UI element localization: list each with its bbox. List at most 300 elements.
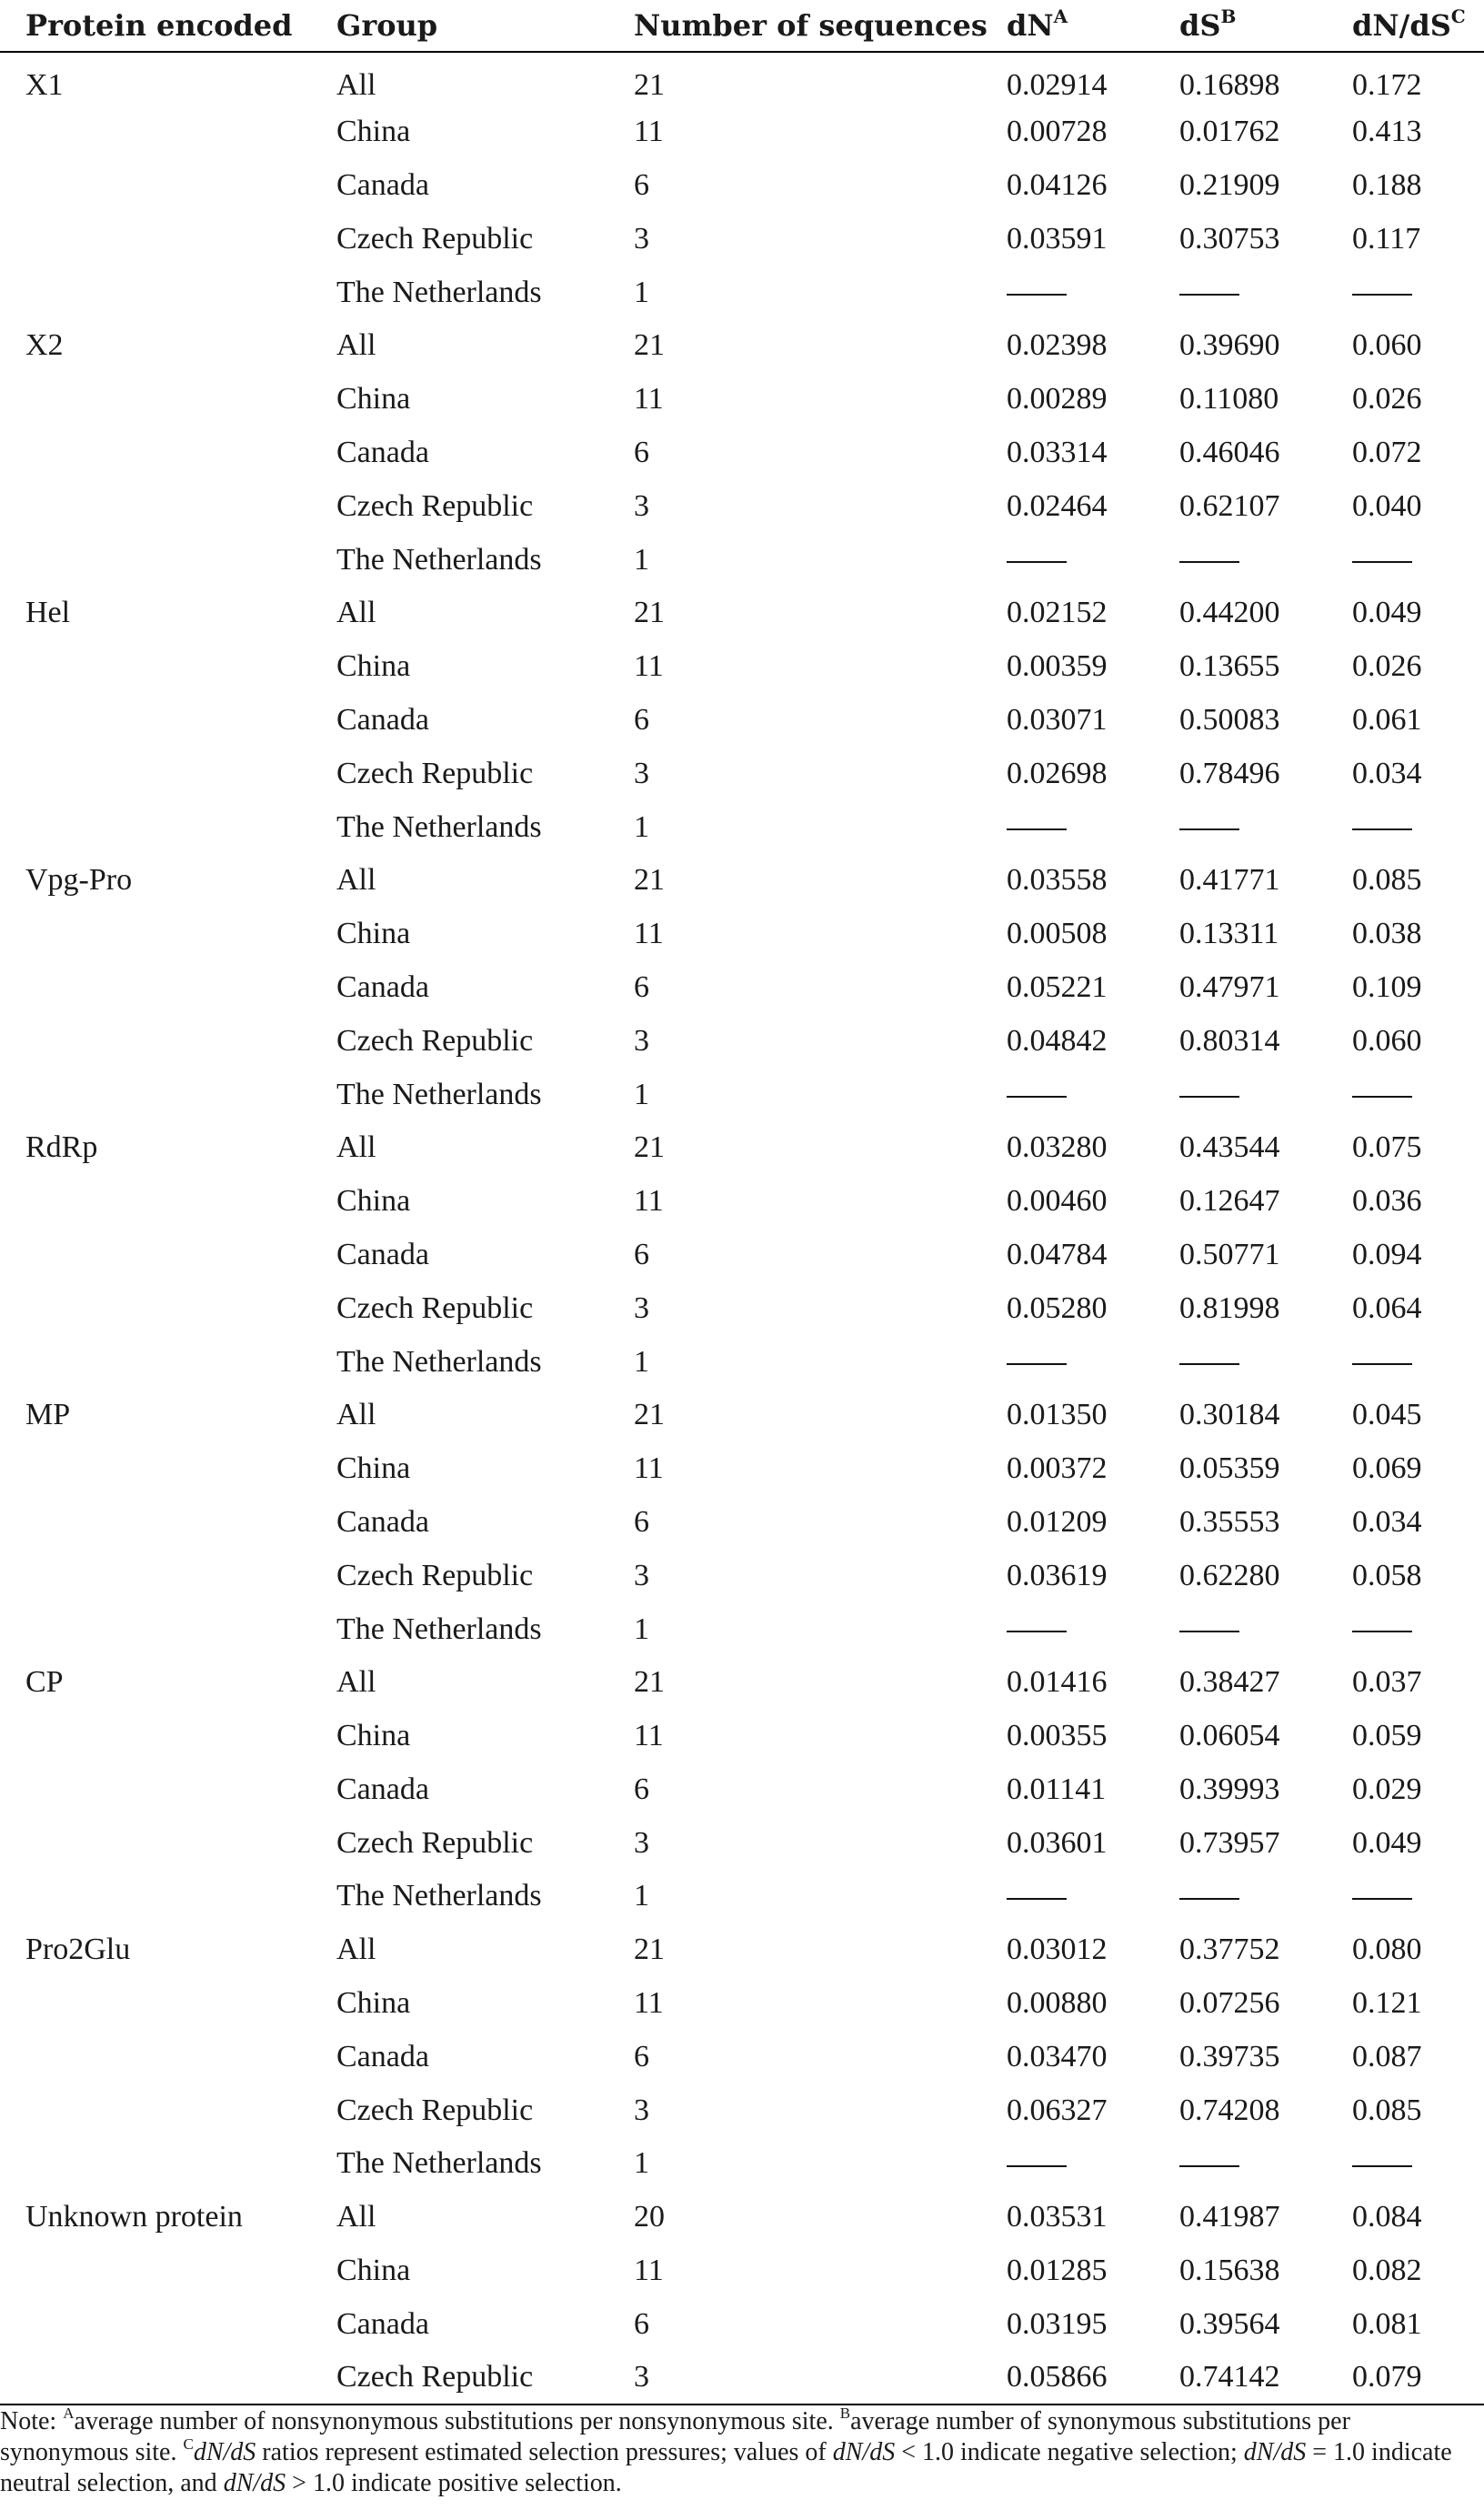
cell-ds: 0.39735 xyxy=(1179,2039,1280,2073)
cell-dn: 0.04784 xyxy=(1007,1237,1108,1271)
cell-ds xyxy=(1154,1335,1327,1389)
cell-protein: X1 xyxy=(25,67,64,102)
table-row xyxy=(0,1923,1484,1977)
cell-ds: 0.78496 xyxy=(1179,756,1280,790)
header-protein: Protein encoded xyxy=(0,0,311,52)
cell-group: China xyxy=(336,1184,411,1219)
table-row xyxy=(0,640,1484,694)
cell-protein xyxy=(0,1175,311,1229)
cell-dn-ds xyxy=(1327,1068,1484,1121)
empty-value-dash xyxy=(1179,1096,1239,1098)
cell-dn: 0.03601 xyxy=(1007,1825,1108,1860)
cell-protein xyxy=(0,1710,311,1763)
cell-num-sequences: 1 xyxy=(634,1611,649,1646)
table-row xyxy=(0,105,1484,159)
cell-group: Canada xyxy=(336,1772,429,1806)
empty-value-dash xyxy=(1007,1631,1067,1632)
table-row xyxy=(0,427,1484,480)
cell-protein xyxy=(0,1442,311,1496)
cell-ds xyxy=(1154,1068,1327,1121)
cell-dn-ds: 0.026 xyxy=(1352,649,1422,684)
cell-protein xyxy=(0,800,311,854)
cell-dn: 0.02398 xyxy=(1007,328,1108,363)
table-row xyxy=(0,266,1484,319)
cell-dn-ds: 0.082 xyxy=(1352,2254,1422,2288)
cell-ds: 0.41771 xyxy=(1179,863,1280,898)
cell-dn: 0.04126 xyxy=(1007,167,1108,202)
table-row xyxy=(0,1870,1484,1923)
cell-dn-ds: 0.060 xyxy=(1352,328,1422,363)
cell-protein xyxy=(0,2137,311,2191)
cell-group: Canada xyxy=(336,1504,429,1539)
cell-ds: 0.50083 xyxy=(1179,702,1280,737)
cell-num-sequences: 3 xyxy=(634,1825,649,1860)
cell-dn-ds: 0.172 xyxy=(1352,67,1422,102)
cell-dn-ds: 0.045 xyxy=(1352,1398,1422,1432)
cell-dn-ds: 0.069 xyxy=(1352,1451,1422,1486)
cell-dn xyxy=(981,266,1154,319)
cell-protein xyxy=(0,2030,311,2083)
cell-num-sequences: 1 xyxy=(634,542,649,577)
cell-num-sequences: 6 xyxy=(634,2306,649,2341)
cell-group: All xyxy=(336,328,376,363)
cell-dn: 0.01285 xyxy=(1007,2254,1108,2288)
cell-protein xyxy=(0,2083,311,2137)
cell-group: Czech Republic xyxy=(336,1558,534,1592)
cell-dn-ds: 0.058 xyxy=(1352,1558,1422,1592)
cell-group: The Netherlands xyxy=(336,809,542,844)
table-row xyxy=(0,1335,1484,1389)
cell-protein xyxy=(0,373,311,427)
cell-num-sequences: 1 xyxy=(634,1077,649,1111)
cell-protein xyxy=(0,961,311,1015)
cell-protein: RdRp xyxy=(25,1130,98,1165)
cell-group: The Netherlands xyxy=(336,1879,542,1913)
cell-group: All xyxy=(336,1398,376,1432)
cell-dn: 0.01416 xyxy=(1007,1665,1108,1700)
cell-ds: 0.43544 xyxy=(1179,1130,1280,1165)
cell-dn: 0.00728 xyxy=(1007,115,1108,149)
cell-protein xyxy=(0,266,311,319)
table-row xyxy=(0,2191,1484,2244)
cell-group: All xyxy=(336,1130,376,1165)
cell-group: China xyxy=(336,1451,411,1486)
cell-protein: Unknown protein xyxy=(25,2200,243,2234)
table-row xyxy=(0,2137,1484,2191)
cell-dn: 0.05221 xyxy=(1007,969,1108,1004)
table-row xyxy=(0,1229,1484,1282)
cell-dn: 0.03619 xyxy=(1007,1558,1108,1592)
table-row xyxy=(0,1014,1484,1068)
table-row xyxy=(0,961,1484,1015)
cell-dn: 0.03071 xyxy=(1007,702,1108,737)
cell-dn: 0.03591 xyxy=(1007,221,1108,256)
cell-ds: 0.12647 xyxy=(1179,1184,1280,1219)
cell-ds: 0.13311 xyxy=(1179,917,1279,951)
table-header-row xyxy=(0,0,1484,52)
cell-dn-ds: 0.117 xyxy=(1352,221,1421,256)
cell-protein xyxy=(0,694,311,748)
cell-ds: 0.30184 xyxy=(1179,1398,1280,1432)
cell-protein: CP xyxy=(25,1665,64,1700)
cell-protein xyxy=(0,1014,311,1068)
header-group: Group xyxy=(311,0,608,52)
cell-protein xyxy=(0,1549,311,1602)
cell-num-sequences: 3 xyxy=(634,2093,649,2127)
cell-num-sequences: 3 xyxy=(634,488,649,523)
cell-dn-ds: 0.060 xyxy=(1352,1023,1422,1058)
cell-num-sequences: 6 xyxy=(634,1237,649,1271)
cell-group: China xyxy=(336,115,411,149)
cell-dn-ds: 0.072 xyxy=(1352,435,1422,469)
cell-num-sequences: 1 xyxy=(634,1344,649,1379)
header-num-sequences: Number of sequences xyxy=(608,0,981,52)
cell-protein xyxy=(0,1229,311,1282)
cell-group: Czech Republic xyxy=(311,2351,608,2405)
cell-num-sequences: 11 xyxy=(634,649,664,684)
cell-dn-ds: 0.121 xyxy=(1352,1986,1422,2021)
cell-num-sequences: 20 xyxy=(634,2200,665,2234)
cell-dn-ds: 0.049 xyxy=(1352,596,1422,630)
cell-group: China xyxy=(336,1719,411,1753)
cell-ds: 0.13655 xyxy=(1179,649,1280,684)
cell-protein xyxy=(0,105,311,159)
cell-ds: 0.35553 xyxy=(1179,1504,1280,1539)
cell-num-sequences: 21 xyxy=(634,67,665,102)
empty-value-dash xyxy=(1352,828,1412,830)
table-row xyxy=(0,319,1484,373)
cell-protein xyxy=(0,2351,311,2405)
empty-value-dash xyxy=(1352,561,1412,563)
cell-ds: 0.81998 xyxy=(1179,1290,1280,1325)
empty-value-dash xyxy=(1179,828,1239,830)
cell-num-sequences: 11 xyxy=(634,1184,664,1219)
cell-ds: 0.37752 xyxy=(1179,1933,1280,1967)
cell-ds: 0.06054 xyxy=(1179,1719,1280,1753)
cell-group: All xyxy=(336,67,376,102)
cell-group: All xyxy=(336,2200,376,2234)
cell-ds: 0.39564 xyxy=(1179,2306,1280,2341)
cell-dn: 0.00460 xyxy=(1007,1184,1108,1219)
table-row xyxy=(0,587,1484,640)
table-row xyxy=(0,908,1484,961)
cell-group: Czech Republic xyxy=(336,1023,534,1058)
cell-protein xyxy=(0,2244,311,2298)
cell-dn-ds: 0.038 xyxy=(1352,917,1422,951)
cell-protein xyxy=(0,1335,311,1389)
empty-value-dash xyxy=(1179,294,1239,296)
cell-dn-ds: 0.059 xyxy=(1352,1719,1422,1753)
table-row xyxy=(0,1816,1484,1870)
cell-group: The Netherlands xyxy=(336,2146,542,2181)
cell-ds: 0.21909 xyxy=(1179,167,1280,202)
cell-dn: 0.00355 xyxy=(1007,1719,1108,1753)
cell-ds: 0.50771 xyxy=(1179,1237,1280,1271)
table-row xyxy=(0,373,1484,427)
header-dn-ds: $dN/dS^C$ xyxy=(1327,0,1484,52)
cell-group: Czech Republic xyxy=(336,2093,534,2127)
cell-protein: Hel xyxy=(25,596,71,630)
cell-dn xyxy=(981,1602,1154,1656)
empty-value-dash xyxy=(1179,561,1239,563)
cell-num-sequences: 21 xyxy=(634,1130,665,1165)
cell-protein xyxy=(0,2297,311,2351)
table-row xyxy=(0,479,1484,533)
cell-protein xyxy=(0,1068,311,1121)
cell-ds: 0.15638 xyxy=(1179,2254,1280,2288)
cell-dn-ds xyxy=(1327,533,1484,587)
table-row xyxy=(0,1496,1484,1550)
cell-group: Czech Republic xyxy=(336,488,534,523)
cell-group: Canada xyxy=(336,2039,429,2073)
cell-dn: 0.03314 xyxy=(1007,435,1108,469)
cell-dn-ds: 0.064 xyxy=(1352,1290,1422,1325)
empty-value-dash xyxy=(1179,1363,1239,1365)
table-row xyxy=(0,1602,1484,1656)
table-row xyxy=(0,1656,1484,1710)
cell-num-sequences: 21 xyxy=(634,596,665,630)
cell-num-sequences: 6 xyxy=(634,969,649,1004)
cell-dn-ds xyxy=(1327,1870,1484,1923)
cell-dn-ds xyxy=(1327,266,1484,319)
cell-ds xyxy=(1154,800,1327,854)
cell-group: Canada xyxy=(336,702,429,737)
cell-ds: 0.74208 xyxy=(1179,2093,1280,2127)
cell-ds: 0.05359 xyxy=(1179,1451,1280,1486)
cell-group: China xyxy=(336,2254,411,2288)
empty-value-dash xyxy=(1352,1631,1412,1632)
cell-ds: 0.44200 xyxy=(1179,596,1280,630)
cell-group: Canada xyxy=(336,167,429,202)
cell-group: Canada xyxy=(336,2306,429,2341)
cell-dn-ds xyxy=(1327,1602,1484,1656)
cell-num-sequences: 11 xyxy=(634,1719,664,1753)
cell-group: All xyxy=(336,1933,376,1967)
empty-value-dash xyxy=(1007,561,1067,563)
header-dn: $dN^A$ xyxy=(981,0,1154,52)
cell-num-sequences: 1 xyxy=(634,275,649,309)
empty-value-dash xyxy=(1007,828,1067,830)
cell-protein xyxy=(0,1816,311,1870)
table-row xyxy=(0,1710,1484,1763)
cell-ds: 0.47971 xyxy=(1179,969,1280,1004)
cell-num-sequences: 11 xyxy=(634,917,664,951)
cell-group: Czech Republic xyxy=(336,221,534,256)
cell-protein xyxy=(0,212,311,266)
cell-num-sequences: 11 xyxy=(634,1986,664,2021)
cell-dn xyxy=(981,533,1154,587)
cell-num-sequences: 6 xyxy=(634,702,649,737)
cell-protein: X2 xyxy=(25,328,64,363)
table-row xyxy=(0,2297,1484,2351)
cell-dn: 0.05280 xyxy=(1007,1290,1108,1325)
table-row xyxy=(0,747,1484,800)
cell-num-sequences: 3 xyxy=(634,221,649,256)
cell-dn: 0.00508 xyxy=(1007,917,1108,951)
cell-num-sequences: 21 xyxy=(634,328,665,363)
cell-group: All xyxy=(336,596,376,630)
cell-dn: 0.03470 xyxy=(1007,2039,1108,2073)
cell-protein xyxy=(0,1977,311,2031)
cell-dn-ds: 0.081 xyxy=(1352,2306,1422,2341)
cell-dn-ds: 0.029 xyxy=(1352,1772,1422,1806)
cell-group: Czech Republic xyxy=(336,1290,534,1325)
cell-num-sequences: 3 xyxy=(634,1558,649,1592)
cell-num-sequences: 3 xyxy=(634,756,649,790)
cell-group: The Netherlands xyxy=(336,1077,542,1111)
cell-dn xyxy=(981,800,1154,854)
cell-dn xyxy=(981,1335,1154,1389)
cell-num-sequences: 21 xyxy=(634,863,665,898)
cell-protein: MP xyxy=(25,1398,71,1432)
cell-group: Canada xyxy=(336,969,429,1004)
cell-protein xyxy=(0,427,311,480)
cell-dn-ds: 0.049 xyxy=(1352,1825,1422,1860)
cell-dn: 0.01209 xyxy=(1007,1504,1108,1539)
cell-dn-ds: 0.413 xyxy=(1352,115,1422,149)
cell-dn xyxy=(981,1068,1154,1121)
cell-protein: Vpg-Pro xyxy=(25,863,133,898)
cell-ds: 0.80314 xyxy=(1179,1023,1280,1058)
table-row xyxy=(0,533,1484,587)
cell-ds xyxy=(1154,1870,1327,1923)
cell-ds: 0.01762 xyxy=(1179,115,1280,149)
cell-num-sequences: 21 xyxy=(634,1398,665,1432)
cell-dn xyxy=(981,1870,1154,1923)
cell-dn xyxy=(981,2137,1154,2191)
cell-protein: Pro2Glu xyxy=(25,1933,131,1967)
cell-dn: 0.05866 xyxy=(981,2351,1154,2405)
cell-protein xyxy=(0,479,311,533)
cell-dn: 0.00359 xyxy=(1007,649,1108,684)
cell-ds: 0.73957 xyxy=(1179,1825,1280,1860)
cell-dn-ds: 0.094 xyxy=(1352,1237,1422,1271)
cell-dn: 0.02698 xyxy=(1007,756,1108,790)
cell-protein xyxy=(0,1602,311,1656)
table-row xyxy=(0,212,1484,266)
cell-ds xyxy=(1154,533,1327,587)
cell-ds: 0.07256 xyxy=(1179,1986,1280,2021)
cell-protein xyxy=(0,533,311,587)
cell-num-sequences: 21 xyxy=(634,1665,665,1700)
cell-dn-ds xyxy=(1327,800,1484,854)
table-row xyxy=(0,2083,1484,2137)
cell-group: Czech Republic xyxy=(336,1825,534,1860)
table-body xyxy=(0,52,1484,2405)
cell-ds xyxy=(1154,266,1327,319)
table-row xyxy=(0,854,1484,908)
cell-num-sequences: 11 xyxy=(634,382,664,417)
cell-num-sequences: 6 xyxy=(634,435,649,469)
cell-dn: 0.06327 xyxy=(1007,2093,1108,2127)
table-row xyxy=(0,2244,1484,2298)
cell-dn: 0.01350 xyxy=(1007,1398,1108,1432)
cell-dn: 0.04842 xyxy=(1007,1023,1108,1058)
cell-num-sequences: 6 xyxy=(634,1504,649,1539)
table-footnote: Note: $^A$average number of nonsynonymous substitutions per nonsynonymous site. $^B$average number of synonymous substitutions per synonymous site. $^C$dN/dS ratios represent estimated selection pressures; values of dN/dS < 1.0 indicate negative selection; dN/dS = 1.0 indicate neutral selection, and dN/dS > 1.0 indicate positive selection. xyxy=(0,2405,1452,2497)
cell-num-sequences: 3 xyxy=(634,1023,649,1058)
cell-dn: 0.03558 xyxy=(1007,863,1108,898)
cell-dn: 0.03195 xyxy=(1007,2306,1108,2341)
cell-ds: 0.74142 xyxy=(1154,2351,1327,2405)
cell-protein xyxy=(0,1496,311,1550)
cell-group: The Netherlands xyxy=(336,275,542,309)
cell-ds xyxy=(1154,1602,1327,1656)
cell-group: Czech Republic xyxy=(336,756,534,790)
cell-group: All xyxy=(336,1665,376,1700)
table-row xyxy=(0,1442,1484,1496)
cell-num-sequences: 3 xyxy=(634,1290,649,1325)
cell-ds: 0.30753 xyxy=(1179,221,1280,256)
cell-dn: 0.03531 xyxy=(1007,2200,1108,2234)
cell-num-sequences: 6 xyxy=(634,1772,649,1806)
empty-value-dash xyxy=(1352,2165,1412,2167)
table-row xyxy=(0,1068,1484,1121)
table-row xyxy=(0,1977,1484,2031)
cell-group: Canada xyxy=(336,1237,429,1271)
cell-protein xyxy=(0,1763,311,1817)
cell-dn: 0.03012 xyxy=(1007,1933,1108,1967)
cell-group: Canada xyxy=(336,435,429,469)
table-row xyxy=(0,800,1484,854)
cell-dn-ds: 0.040 xyxy=(1352,488,1422,523)
empty-value-dash xyxy=(1179,1631,1239,1632)
cell-group: China xyxy=(336,382,411,417)
cell-num-sequences: 3 xyxy=(608,2351,981,2405)
cell-ds: 0.62280 xyxy=(1179,1558,1280,1592)
cell-ds: 0.46046 xyxy=(1179,435,1280,469)
cell-dn-ds: 0.034 xyxy=(1352,756,1422,790)
cell-dn-ds: 0.036 xyxy=(1352,1184,1422,1219)
cell-protein xyxy=(0,1281,311,1335)
cell-num-sequences: 21 xyxy=(634,1933,665,1967)
cell-dn: 0.01141 xyxy=(1007,1772,1107,1806)
cell-group: The Netherlands xyxy=(336,1611,542,1646)
cell-dn-ds: 0.061 xyxy=(1352,702,1422,737)
empty-value-dash xyxy=(1352,1096,1412,1098)
cell-dn-ds: 0.085 xyxy=(1352,2093,1422,2127)
cell-num-sequences: 1 xyxy=(634,2146,649,2181)
cell-num-sequences: 6 xyxy=(634,2039,649,2073)
cell-dn: 0.03280 xyxy=(1007,1130,1108,1165)
cell-dn: 0.02464 xyxy=(1007,488,1108,523)
cell-group: The Netherlands xyxy=(336,542,542,577)
cell-group: China xyxy=(336,649,411,684)
cell-protein xyxy=(0,908,311,961)
cell-dn: 0.00880 xyxy=(1007,1986,1108,2021)
cell-num-sequences: 1 xyxy=(634,1879,649,1913)
table-row xyxy=(0,1175,1484,1229)
cell-protein xyxy=(0,747,311,800)
cell-dn: 0.02152 xyxy=(1007,596,1108,630)
cell-ds: 0.41987 xyxy=(1179,2200,1280,2234)
empty-value-dash xyxy=(1179,1898,1239,1900)
table-row xyxy=(0,1549,1484,1602)
cell-dn-ds: 0.079 xyxy=(1327,2351,1484,2405)
cell-ds: 0.39690 xyxy=(1179,328,1280,363)
cell-protein xyxy=(0,159,311,213)
cell-dn-ds: 0.085 xyxy=(1352,863,1422,898)
cell-group: The Netherlands xyxy=(336,1344,542,1379)
table-row xyxy=(0,2351,1484,2405)
cell-dn-ds: 0.188 xyxy=(1352,167,1422,202)
cell-dn-ds: 0.109 xyxy=(1352,969,1422,1004)
cell-ds xyxy=(1154,2137,1327,2191)
cell-group: China xyxy=(336,917,411,951)
cell-group: All xyxy=(336,863,376,898)
header-ds: $dS^B$ xyxy=(1154,0,1327,52)
cell-ds: 0.39993 xyxy=(1179,1772,1280,1806)
